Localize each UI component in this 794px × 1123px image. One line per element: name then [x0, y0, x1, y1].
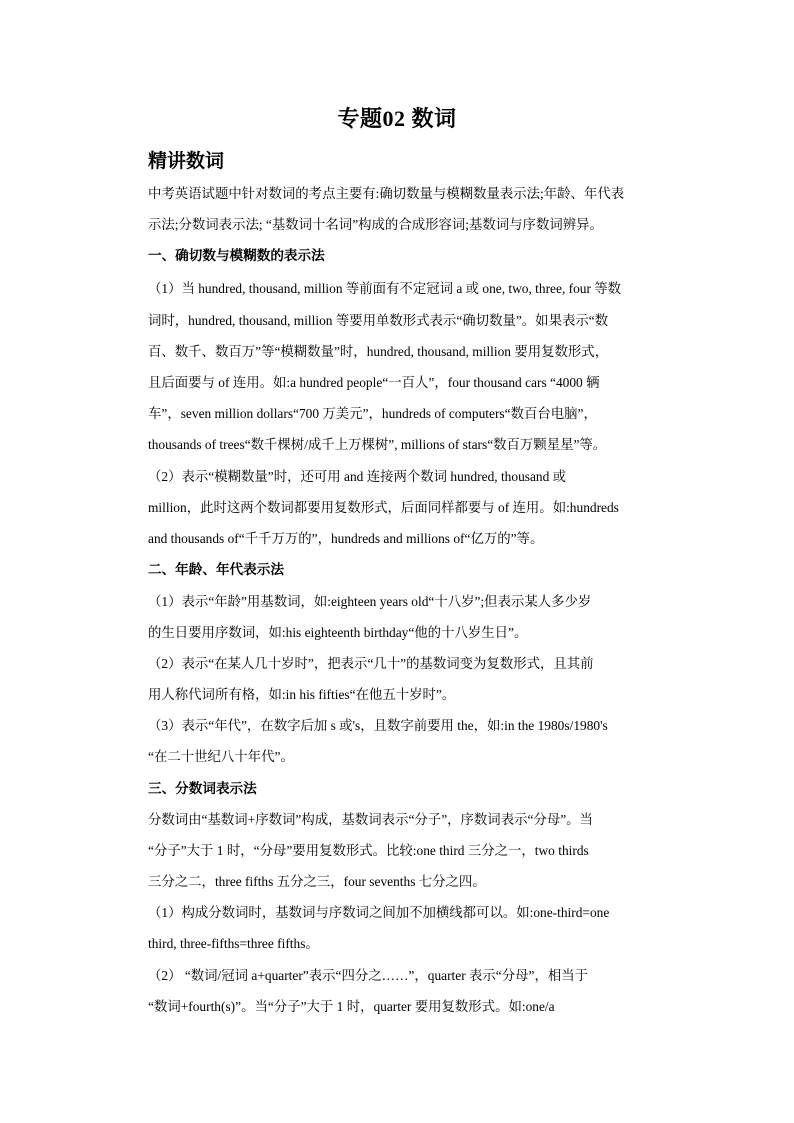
paragraph-line: （1）当 hundred, thousand, million 等前面有不定冠词 a 或 one, two, three, four 等数: [148, 281, 622, 296]
paragraph-line: （2） “数词/冠词 a+quarter”表示“四分之……”，quarter 表示“分母”，相当于: [148, 968, 589, 983]
paragraph-line: （3）表示“年代”，在数字后加 s 或's，且数字前要用 the，如:in the 1980s/1980's: [148, 718, 608, 733]
page-title: 专题02 数词: [337, 106, 457, 131]
section-title: 精讲数词: [148, 151, 225, 172]
paragraph-line: （2）表示“模糊数量”时，还可用 and 连接两个数词 hundred, thousand 或: [148, 469, 567, 484]
paragraph-line: （1）表示“年龄”用基数词，如:eighteen years old“十八岁”;但表示某人多少岁: [148, 594, 592, 609]
paragraph-line: 且后面要与 of 连用。如:a hundred people“一百人”，four thousand cars “4000 辆: [148, 375, 600, 390]
paragraph-line: third, three-fifths=three fifths。: [148, 936, 319, 951]
paragraph-line: 车”，seven million dollars“700 万美元”，hundreds of computers“数百台电脑”，: [148, 406, 597, 421]
paragraph-line: 分数词由“基数词+序数词”构成，基数词表示“分子”，序数词表示“分母”。当: [148, 812, 593, 827]
paragraph-line: 百、数千、数百万”等“模糊数量”时，hundred, thousand, million 要用复数形式，: [148, 344, 609, 359]
paragraph-line: 用人称代词所有格，如:in his fifties“在他五十岁时”。: [148, 687, 456, 702]
paragraph-line: “分子”大于 1 时，“分母”要用复数形式。比较:one third 三分之一，two thirds: [148, 843, 589, 858]
paragraph-line: 词时，hundred, thousand, million 等要用单数形式表示“确切数量”。如果表示“数: [148, 313, 609, 328]
paragraph-line: “数词+fourth(s)”。当“分子”大于 1 时，quarter 要用复数形式。如:one/a: [148, 999, 555, 1014]
heading-age-decade: 二、年龄、年代表示法: [148, 562, 284, 577]
paragraph-line: （1）构成分数词时，基数词与序数词之间加不加横线都可以。如:one-third=one: [148, 905, 610, 920]
paragraph-line: “在二十世纪八十年代”。: [148, 749, 294, 764]
paragraph-line: and thousands of“千千万万的”，hundreds and millions of“亿万的”等。: [148, 531, 544, 546]
heading-fractions: 三、分数词表示法: [148, 781, 257, 796]
paragraph-line: 示法;分数词表示法; “基数词十名词”构成的合成形容词;基数词与序数词辨异。: [148, 217, 603, 232]
paragraph-line: 的生日要用序数词，如:his eighteenth birthday“他的十八岁生日”。: [148, 625, 528, 640]
paragraph-line: 中考英语试题中针对数词的考点主要有:确切数量与模糊数量表示法;年龄、年代表: [148, 186, 625, 201]
paragraph-line: million，此时这两个数词都要用复数形式，后面同样都要与 of 连用。如:hundreds: [148, 500, 619, 515]
paragraph-line: 三分之二，three fifths 五分之三，four sevenths 七分之四。: [148, 874, 486, 889]
paragraph-line: thousands of trees“数千棵树/成千上万棵树”, millions of stars“数百万颗星星”等。: [148, 437, 607, 452]
paragraph-line: （2）表示“在某人几十岁时”，把表示“几十”的基数词变为复数形式，且其前: [148, 656, 594, 671]
heading-exact-fuzzy-numbers: 一、确切数与模糊数的表示法: [148, 248, 325, 263]
